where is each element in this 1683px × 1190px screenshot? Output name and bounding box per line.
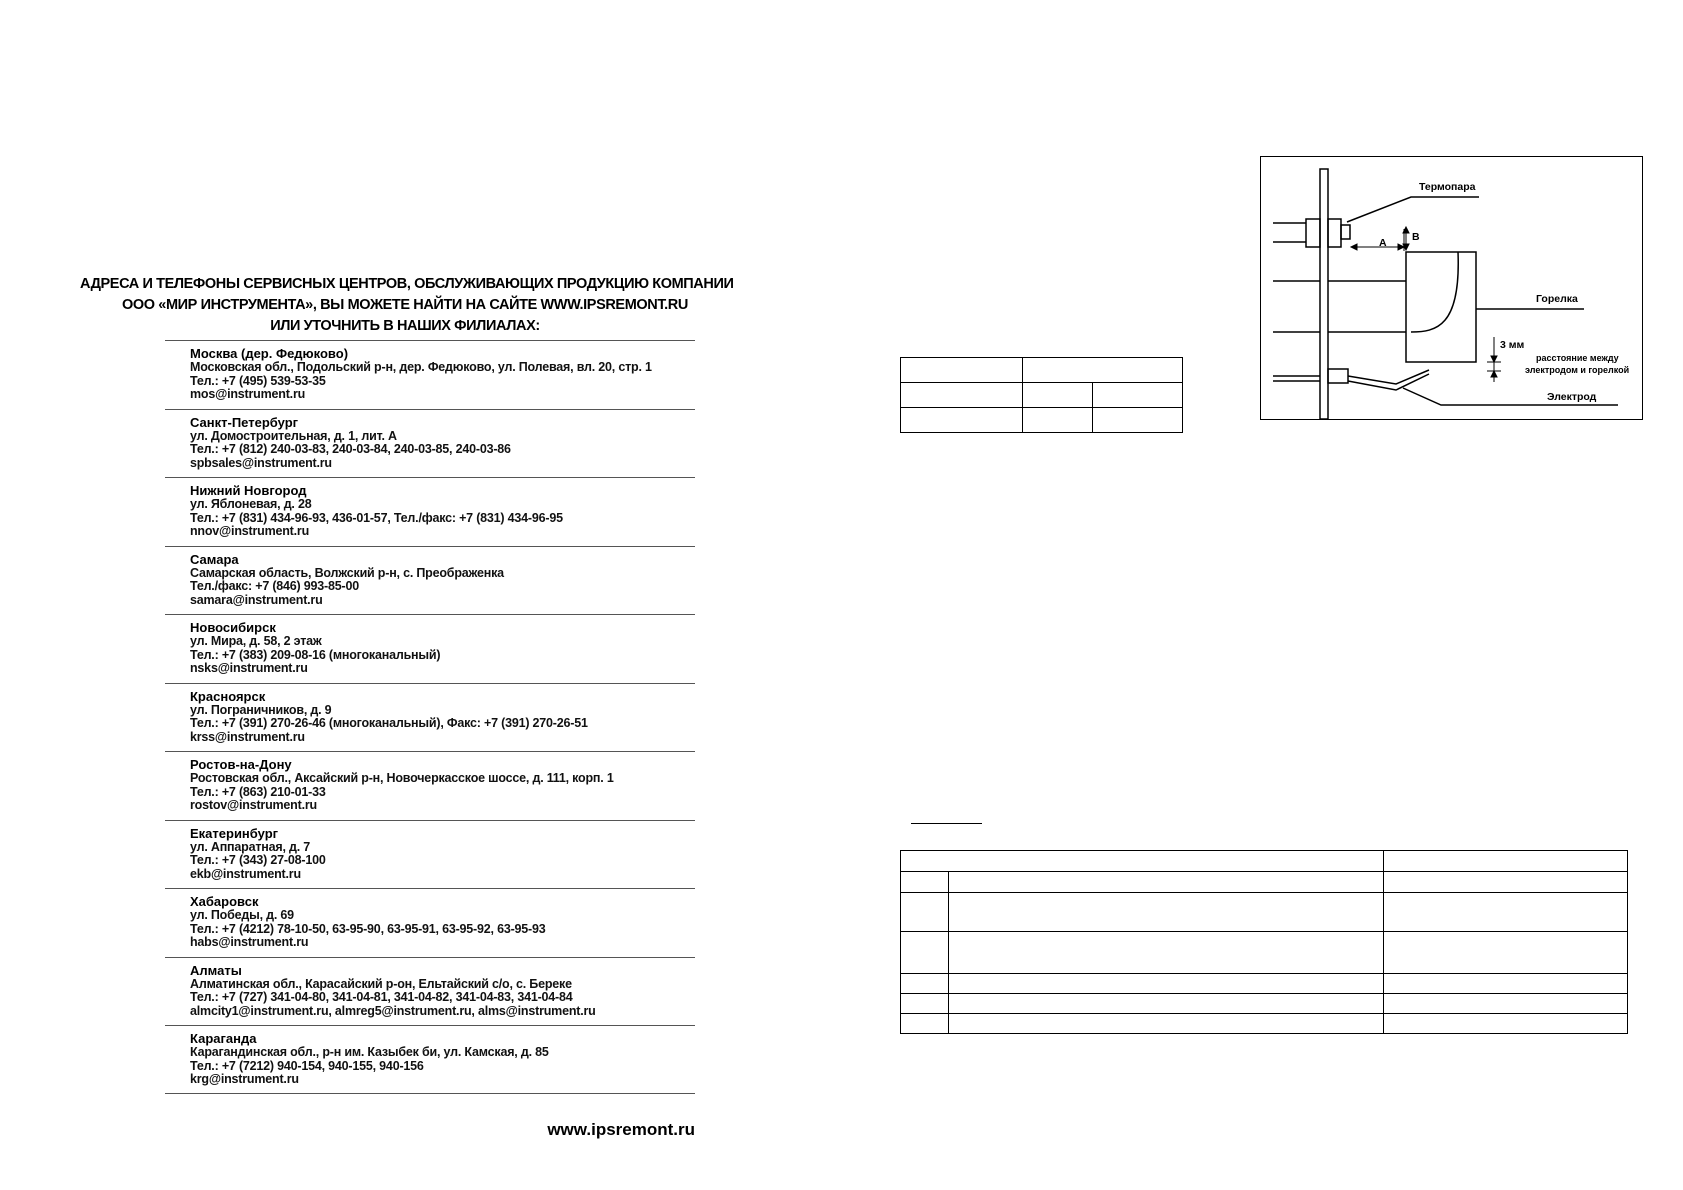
branch-item [165,1025,695,1094]
branch-detail: Тел./факс: +7 (846) 993-85-00 [190,579,359,594]
table-row [901,1014,1628,1034]
branch-detail: Тел.: +7 (391) 270-26-46 (многоканальный), Факс: +7 (391) 270-26-51 [190,716,588,731]
label-gap-note-1: расстояние между [1536,353,1619,363]
burner-electrode-diagram [1260,156,1643,420]
branch-detail: Тел.: +7 (4212) 78-10-50, 63-95-90, 63-95-91, 63-95-92, 63-95-93 [190,921,546,936]
branch-item [165,614,695,683]
branch-email[interactable]: rostov@instrument.ru [190,798,317,813]
branch-detail: ул. Аппаратная, д. 7 [190,839,311,854]
label-burner: Горелка [1536,293,1578,305]
left-page [0,0,841,1190]
electrode-holder [1328,369,1348,383]
branch-detail: ул. Яблоневая, д. 28 [190,497,312,511]
table-cell [949,974,1384,994]
website-footer: www.ipsremont.ru [547,1120,695,1139]
branch-detail: Тел.: +7 (495) 539-53-35 [190,373,326,388]
branch-detail: Алматинская обл., Карасайский р-он, Ельтайский с/о, с. Береке [190,976,572,991]
branch-email[interactable]: krss@instrument.ru [190,729,305,744]
branch-email[interactable]: spbsales@instrument.ru [190,455,332,470]
table-cell [901,974,949,994]
branch-detail: Тел.: +7 (831) 434-96-93, 436-01-57, Тел./факс: +7 (831) 434-96-95 [190,510,563,525]
thermocouple-tip [1341,225,1350,239]
branch-detail: ул. Мира, д. 58, 2 этаж [190,634,322,648]
table-row [901,358,1183,383]
empty-table-top [900,357,1183,433]
branch-detail: Тел.: +7 (383) 209-08-16 (многоканальный) [190,647,441,662]
table-row [901,994,1628,1014]
branch-city: Хабаровск [190,894,259,909]
branch-city: Санкт-Петербург [190,414,299,430]
branch-city: Красноярск [190,688,266,704]
branch-detail: Тел.: +7 (727) 341-04-80, 341-04-81, 341-04-82, 341-04-83, 341-04-84 [190,990,573,1005]
branch-city: Новосибирск [190,620,276,635]
table-cell [1023,383,1093,408]
branch-item [165,683,695,752]
branch-city: Алматы [190,962,242,978]
heading-line-1: АДРЕСА И ТЕЛЕФОНЫ СЕРВИСНЫХ ЦЕНТРОВ, ОБСЛУЖИВАЮЩИХ ПРОДУКЦИЮ КОМПАНИИ [80,276,734,292]
thermocouple-tube [1273,223,1306,242]
table-cell [1384,974,1628,994]
branch-item [165,820,695,889]
table-cell [949,1014,1384,1034]
service-centers-heading [80,274,734,337]
table-cell [901,383,1023,408]
branch-email[interactable]: mos@instrument.ru [190,387,306,402]
burner-pipe-right [1328,281,1406,332]
branch-item [165,888,695,957]
table-cell [901,893,949,932]
branch-item [165,957,695,1026]
branch-detail: Ростовская обл., Аксайский р-н, Новочеркасское шоссе, д. 111, корп. 1 [190,771,614,785]
branch-detail: Тел.: +7 (343) 27-08-100 [190,853,326,868]
label-dim-b: В [1412,231,1420,243]
table-cell [949,932,1384,974]
branch-detail: Тел.: +7 (7212) 940-154, 940-155, 940-156 [190,1058,424,1073]
branch-city: Караганда [190,1031,257,1046]
table-cell [1384,932,1628,974]
branch-email[interactable]: nsks@instrument.ru [190,661,308,676]
table-cell [901,872,949,893]
label-gap: 3 мм [1500,339,1525,351]
label-electrode: Электрод [1547,391,1597,403]
table-row [901,893,1628,932]
table-row [901,851,1628,872]
branch-detail: Тел.: +7 (863) 210-01-33 [190,784,326,799]
right-page [842,0,1683,1190]
table-cell [1093,383,1183,408]
table-cell [901,932,949,974]
table-cell [901,1014,949,1034]
burner-pipe-left [1273,281,1320,332]
branch-detail: Самарская область, Волжский р-н, с. Преображенка [190,565,504,580]
electrode-wire [1348,370,1429,390]
branch-detail: Московская обл., Подольский р-н, дер. Федюково, ул. Полевая, вл. 20, стр. 1 [190,360,652,374]
branch-detail: Тел.: +7 (812) 240-03-83, 240-03-84, 240-03-85, 240-03-86 [190,442,511,457]
table-cell [1384,893,1628,932]
branch-city: Самара [190,551,239,567]
branch-email[interactable]: almcity1@instrument.ru, almreg5@instrument.ru, alms@instrument.ru [190,1003,596,1018]
table-cell [901,994,949,1014]
branch-item [165,751,695,820]
table-cell [1023,408,1093,433]
table-cell [949,872,1384,893]
table-cell [1023,358,1183,383]
branch-email[interactable]: nnov@instrument.ru [190,524,310,539]
branch-detail: ул. Домостроительная, д. 1, лит. А [190,428,397,443]
branch-item [165,477,695,546]
table-cell [1384,1014,1628,1034]
thermocouple-nut-left [1306,219,1320,247]
label-gap-note-2: электродом и горелкой [1525,365,1630,375]
branch-detail: ул. Пограничников, д. 9 [190,702,332,717]
burner-head [1406,252,1476,362]
table-row [901,872,1628,893]
thermocouple-nut-right [1328,219,1341,247]
table-cell [901,851,1384,872]
label-dim-a: А [1379,237,1387,249]
branch-detail: Карагандинская обл., р-н им. Казыбек би, ул. Камская, д. 85 [190,1045,549,1059]
branch-email[interactable]: ekb@instrument.ru [190,866,301,881]
empty-table-bottom [900,850,1628,1034]
table-row [901,932,1628,974]
table-cell [1384,994,1628,1014]
table-cell [949,893,1384,932]
table-row [901,974,1628,994]
branch-city: Москва (дер. Федюково) [190,346,349,361]
table-row [901,408,1183,433]
branch-list [165,340,695,1094]
label-thermocouple: Термопара [1419,181,1476,193]
branch-item [165,340,695,409]
table-cell [949,994,1384,1014]
table-row [901,383,1183,408]
branch-item [165,546,695,615]
branch-email[interactable]: samara@instrument.ru [190,592,323,607]
table-cell [1384,872,1628,893]
branch-email[interactable]: krg@instrument.ru [190,1072,299,1087]
branch-city: Ростов-на-Дону [190,757,292,772]
branch-email[interactable]: habs@instrument.ru [190,935,309,950]
branch-item [165,409,695,478]
branch-city: Екатеринбург [190,825,279,841]
table-cell [901,358,1023,383]
diagram-drawing [1261,157,1644,421]
branch-city: Нижний Новгород [190,483,307,498]
burner-curve [1411,252,1458,332]
note-underline [911,823,982,824]
mounting-plate [1320,169,1328,419]
heading-line-2: ООО «МИР ИНСТРУМЕНТА», ВЫ МОЖЕТЕ НАЙТИ НА САЙТЕ WWW.IPSREMONT.RU [122,297,688,313]
table-cell [1384,851,1628,872]
table-cell [1093,408,1183,433]
electrode-tube [1273,376,1320,381]
heading-line-3: ИЛИ УТОЧНИТЬ В НАШИХ ФИЛИАЛАХ: [270,318,540,334]
branch-detail: ул. Победы, д. 69 [190,908,294,922]
table-cell [901,408,1023,433]
thermocouple-leader [1347,197,1479,222]
